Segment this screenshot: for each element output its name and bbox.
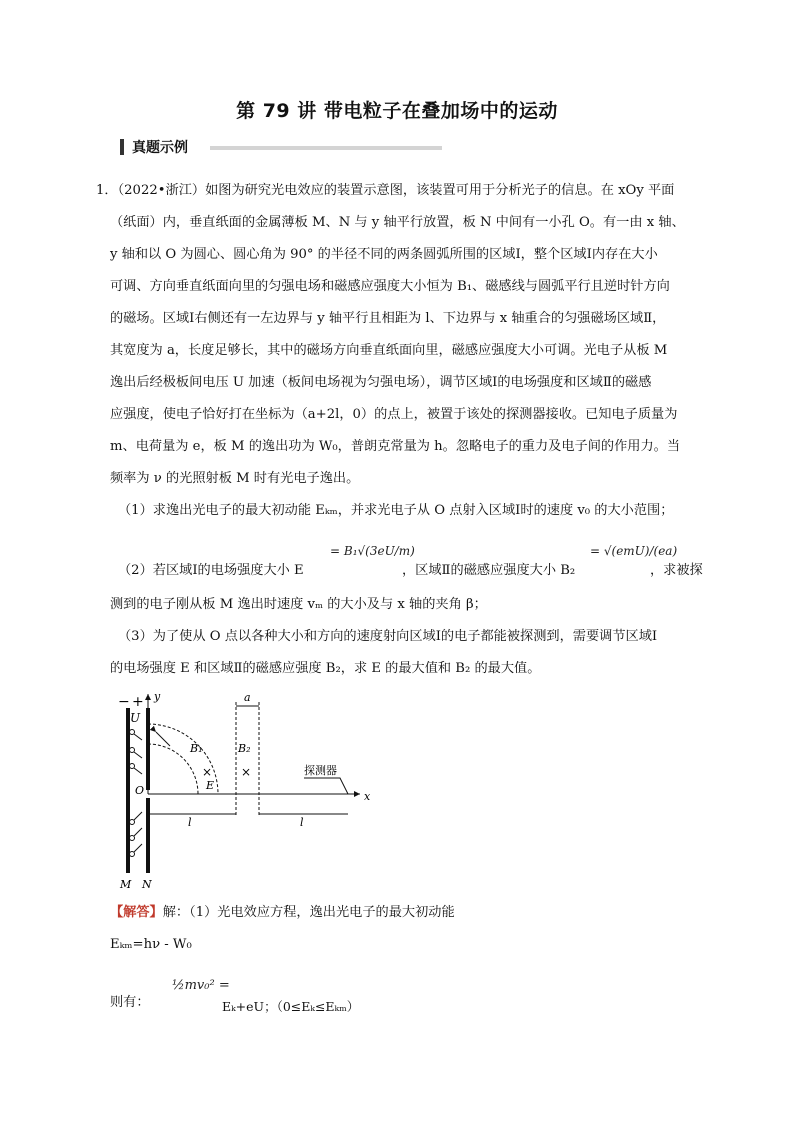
plus-sign: + (132, 694, 144, 710)
x-axis-label: x (364, 790, 371, 803)
B1-arrow (156, 732, 170, 746)
answer-line-3: Eₖ+eU；（0≤Eₖ≤Eₖₘ） (222, 999, 360, 1014)
length-l-label-2: l (300, 816, 304, 829)
question-2-part-a: （2）若区域Ⅰ的电场强度大小 E (118, 563, 304, 578)
question-3-line-1: （3）为了使从 O 点以各种大小和方向的速度射向区域Ⅰ的电子都能被探测到，需要调节区域Ⅰ (118, 629, 658, 644)
question-3-line-2: 的电场强度 E 和区域Ⅱ的磁感应强度 B₂，求 E 的最大值和 B₂ 的最大值。 (110, 661, 541, 676)
problem-line-6: 其宽度为 a，长度足够长，其中的磁场方向垂直纸面向里，磁感应强度大小可调。光电子从板 M (110, 343, 668, 358)
answer-line-1 (110, 900, 455, 926)
section-rule (210, 146, 442, 150)
length-l-label-1: l (188, 816, 192, 829)
formula-B2: = √(emU)/(ea) (590, 544, 678, 558)
region-II-cross: × (241, 765, 252, 779)
y-axis-label: y (154, 690, 161, 703)
problem-line-4: 可调、方向垂直纸面向里的匀强电场和磁感应强度大小恒为 B₁、磁感线与圆弧平行且逆时针方向 (110, 279, 670, 294)
question-2-part-b: ，区域Ⅱ的磁感应强度大小 B₂ (402, 563, 576, 578)
voltage-U-label: U (130, 711, 141, 725)
formula-E: = B₁√(3eU/m) (330, 544, 415, 558)
detector-label: 探测器 (304, 764, 337, 777)
E-label: E (206, 779, 215, 792)
problem-line-1: 1．（2022•浙江）如图为研究光电效应的装置示意图，该装置可用于分析光子的信息。在 xOy 平面 (96, 183, 675, 198)
origin-O-label: O (135, 784, 145, 797)
answer-tag: 【解答】 (110, 905, 163, 920)
question-1: （1）求逸出光电子的最大初动能 Eₖₘ，并求光电子从 O 点射入区域Ⅰ时的速度 v₀ 的大小范围； (118, 503, 674, 518)
answer-line-2: Eₖₘ=hν - W₀ (110, 937, 192, 952)
detector-pointer (304, 778, 348, 794)
plate-M-label: M (120, 878, 132, 891)
width-a-label: a (244, 691, 251, 704)
section-header (120, 137, 188, 157)
problem-line-8: 应强度，使电子恰好打在坐标为（a+2l，0）的点上，被置于该处的探测器接收。已知电子质量为 (110, 407, 678, 422)
minus-sign: − (118, 694, 130, 710)
problem-line-5: 的磁场。区域Ⅰ右侧还有一左边界与 y 轴平行且相距为 l、下边界与 x 轴重合的匀强磁场区域Ⅱ， (110, 311, 666, 326)
region-I-cross: × (202, 765, 213, 779)
B1-label: B₁ (190, 742, 203, 755)
problem-line-7: 逸出后经极板间电压 U 加速（板间电场视为匀强电场），调节区域Ⅰ的电场强度和区域Ⅱ的磁感 (110, 375, 652, 390)
problem-line-10: 频率为 ν 的光照射板 M 时有光电子逸出。 (110, 471, 360, 486)
question-2-line-2: 测到的电子刚从板 M 逸出时速度 vₘ 的大小及与 x 轴的夹角 β； (110, 597, 487, 612)
apparatus-diagram (108, 688, 378, 894)
page-title: 第 79 讲 带电粒子在叠加场中的运动 (236, 100, 558, 122)
answer-text-1: 解：（1）光电效应方程，逸出光电子的最大初动能 (162, 905, 455, 920)
answer-then: 则有： (110, 995, 150, 1010)
kinetic-energy-fraction: ½mv₀² = (172, 978, 230, 993)
plate-N-label: N (142, 878, 152, 891)
problem-line-9: m、电荷量为 e，板 M 的逸出功为 W₀，普朗克常量为 h。忽略电子的重力及电子间的作用力。当 (110, 439, 681, 454)
section-label: 真题示例 (132, 140, 188, 156)
section-bar (120, 139, 124, 155)
B2-label: B₂ (238, 742, 251, 755)
problem-line-3: y 轴和以 O 为圆心、圆心角为 90° 的半径不同的两条圆弧所围的区域Ⅰ，整个区域Ⅰ内存在大小 (110, 247, 658, 262)
problem-line-2: （纸面）内，垂直纸面的金属薄板 M、N 与 y 轴平行放置，板 N 中间有一小孔 O。有一由 x 轴、 (110, 215, 685, 230)
question-2-part-c: ，求被探 (650, 563, 703, 578)
